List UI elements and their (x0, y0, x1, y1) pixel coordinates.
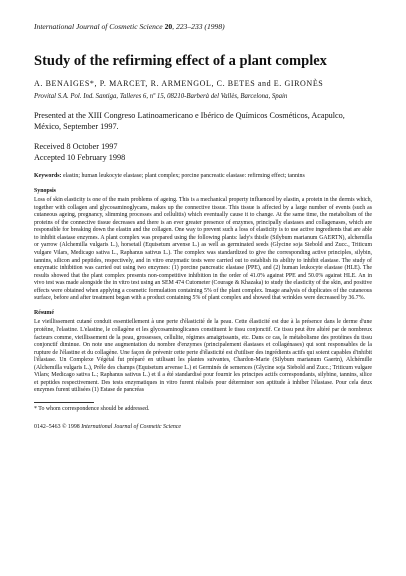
article-dates (34, 142, 372, 163)
accepted-date: Accepted 10 February 1998 (34, 152, 126, 162)
synopsis-heading: Synopsis (34, 187, 56, 194)
copyright-journal: International Journal of Cosmetic Science (81, 423, 181, 430)
correspondence-footnote: * To whom correspondence should be addressed. (34, 405, 150, 412)
journal-header (34, 22, 372, 31)
journal-name: International Journal of Cosmetic Science (34, 22, 163, 31)
resume-text: Le vieillissement cutané conduit essentiellement à une perte d'élasticité de la peau. Cette élasticité est due à la présence dans le derme d'une protéine, l'elastine. L'elastine, le collagène et les glycosaminoglicanes constituent le tissu conjonctif. Ce tissu peut être altéré par de nombreux facteurs comme, vieillissement de la peau, grossesses, cellulite, régimes amaigrissants, etc. Dans ce cas, le métabolisme des protéines du tissu conjonctif diminue. On note une augmentation du nombre d'enzymes (principalement élastases et collagénases) qui sont responsables de la rupture de l'élastine et du collagène. Une façon de prévenir cette perte d'élasticité est d'utiliser des ingrédients actifs qui soient capables d'inhibit l'élastase. Un Complexe Végétal fut préparé en utilisant les plantes suivantes, Chardon-Marie (Silybum marianum Gaertn), Alchémille (Alchemilla vulgaris L.), Prêle des champs (Equisetum arvense L.) et Germinés de semences (Glycine soja Siebold and Zucc.; Triticum vulgare Vilars; Medicago sativa L.; Raphanus sativus L.) et il a été standardisé pour fournir les principes actifs correspondants, silybine, tannins, silice et peptides respectivement. Des tests enzymatiques in vitro furent réalisés pour déterminer son aptitude à inhiber l'élastase. Pour cela deux enzymes furent utilisées (1) Estase de pancréas (34, 319, 372, 394)
author-affiliation: Provital S.A. Pol. Ind. Santiga, Talleres 6, nº 15, 08210-Barberà del Vallès, Barcelona, Spain (34, 93, 288, 100)
keywords-list: elastin; human leukocyte elastase; plant complex; porcine pancreatic elastase: refirming effect; tannins (62, 173, 305, 179)
article-page (34, 22, 372, 431)
footnote-divider (34, 402, 94, 403)
presentation-note: Presented at the XIII Congreso Latinoamericano e Ibérico de Químicos Cosméticos, Acapulco, México, September 1997. (34, 111, 345, 131)
copyright-code: 0142–5463 © 1998 (34, 423, 80, 430)
article-authors: A. BENAIGES*, P. MARCET, R. ARMENGOL, C. BETES and E. GIRONÈS (34, 79, 324, 88)
resume-heading: Résumé (34, 309, 54, 316)
journal-volume: 20 (164, 22, 173, 31)
journal-pages-year: , 223–233 (1998) (172, 22, 225, 31)
copyright-line (34, 424, 372, 432)
keywords-label: Keywords: (34, 173, 62, 179)
article-title: Study of the refirming effect of a plant complex (34, 53, 327, 69)
received-date: Received 8 October 1997 (34, 142, 118, 151)
synopsis-text: Loss of skin elasticity is one of the main problems of ageing. This is a mechanical property influenced by elastin, a protein in the dermis which, together with collagen and glycosaminoglycans, makes up the connective tissue. This tissue is affected by a large number of events (such as cutaneous ageing, pregnancy, slimming processes and cellulitis) which eventually cause it to change. At the same time, the metabolism of the proteins of the connective tissue decreases and there is an ever greater presence of enzymes, principally elastases and collagenases, which are responsible for breaking down the elastin and the collagen. One way to prevent such a loss of elasticity is to use active ingredients that are able to inhibit elastase enzymes. A plant complex was prepared using the following plants: lady's thistle (Silybum marianum GAERTN), alchemilla or yarrow (Alchemilla vulgaris L.), horsetail (Equisetum arvense L.) as well as germinated seeds (Glycine soja Siebold and Zucc., Triticum vulgare Vilars, Medicago sativa L., Raphanus sativus L.). The complex was standardized to give the corresponding active principles, silybin, tannins, silicon and peptides, respectively, and in vitro enzymatic tests were carried out to establish its ability to inhibit elastase. The study of enzymatic inhibition was carried out using two enzymes: (1) porcine pancreatic elastase (PPE), and (2) human leukocyte elastase (HLE). The results showed that the plant complex presents non-competitive inhibition in the order of 41.0% against PPE and 50.0% against HLE. An in vivo test was made alongside the in vitro test using an SEM 474 Cutometer (Courage & Khazaka) to study the elasticity of the skin, and positive effects were obtained when applying a cosmetic formulation containing 5% of the plant complex. Image analysis of duplicates of the cutaneous surface, before and after treatment began with a product containing 5% of plant complex and showed that wrinkles were decreased by 36.7%. (34, 197, 372, 302)
keywords (34, 173, 372, 181)
